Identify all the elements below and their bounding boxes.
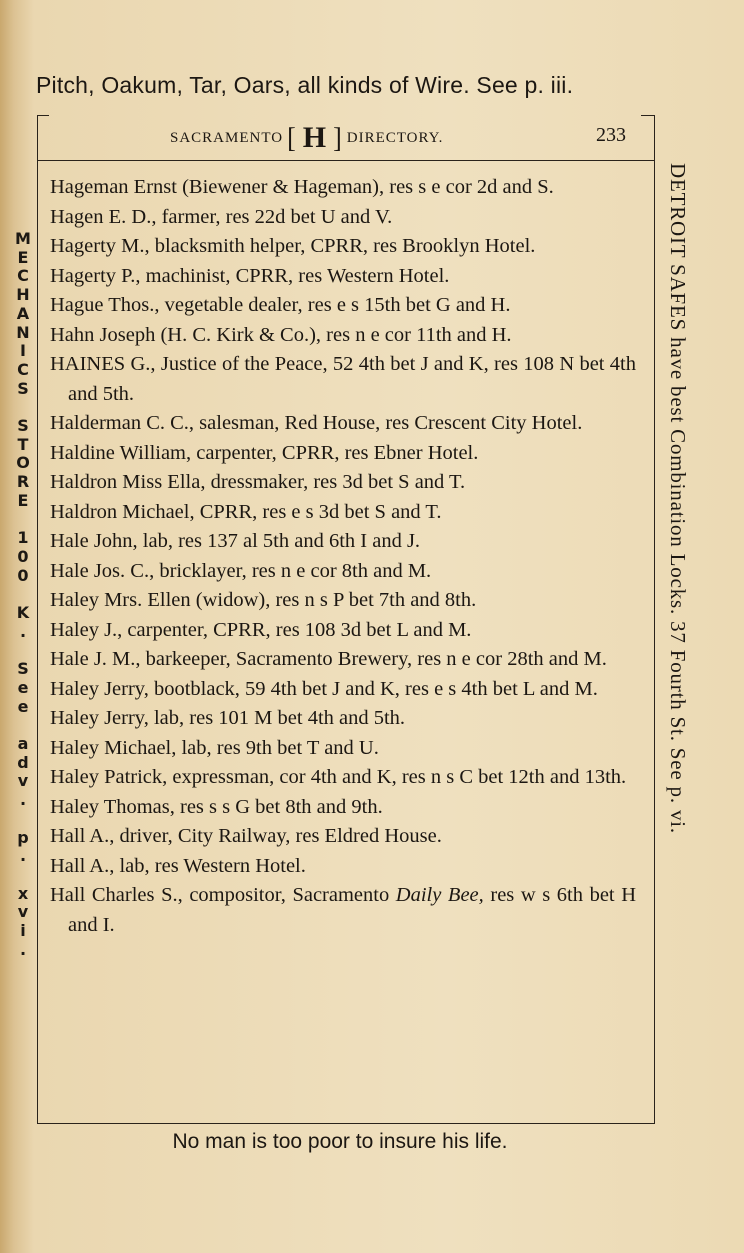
directory-entry: Haley Jerry, lab, res 101 M bet 4th and 5th. [50,707,406,729]
entry-newspaper-title: Daily Bee, [395,884,484,906]
header-rule [37,160,655,161]
directory-entry: Hall A., driver, City Railway, res Eldred House. [50,825,442,847]
directory-entry: Hale Jos. C., bricklayer, res n e cor 8th and M. [50,559,432,582]
running-head-letter: H [302,121,328,154]
directory-entry: Hageman Ernst (Biewener & Hageman), res s e cor 2d and S. [50,176,554,198]
directory-entries [50,173,636,940]
entry-text-after: res w s 6th bet H and I. [68,884,637,936]
directory-entry: Haley Jerry, bootblack, 59 4th bet J and K, res e s 4th bet L and M. [50,677,598,700]
directory-entry: Hagen E. D., farmer, res 22d bet U and V. [50,205,393,228]
running-head-right: DIRECTORY. [346,129,444,146]
directory-entry: Haley J., carpenter, CPRR, res 108 3d bet L and M. [50,618,472,641]
directory-entry: Hahn Joseph (H. C. Kirk & Co.), res n e cor 11th and H. [50,323,512,346]
left-margin-advertisement: M E C H A N I C S S T O R E 1 0 0 K . S e e a d v . p . x v i . [15,229,31,959]
directory-entry: Haldron Miss Ella, dressmaker, res 3d bet S and T. [50,471,466,493]
directory-entry: Hale John, lab, res 137 al 5th and 6th I and J. [50,530,421,552]
top-advertisement: Pitch, Oakum, Tar, Oars, all kinds of Wire. See p. iii. [36,72,574,98]
directory-entry: HAINES G., Justice of the Peace, 52 4th bet J and K, res 108 N bet 4th and 5th. [50,353,636,405]
right-margin-advertisement: DETROIT SAFES have best Combination Locks. 37 Fourth St. See p. vi. [666,163,690,834]
directory-entry-last [50,881,636,940]
directory-entry: Hall A., lab, res Western Hotel. [50,854,306,877]
running-head-bracket-close: ] [333,121,343,154]
directory-entry: Halderman C. C., salesman, Red House, res Crescent City Hotel. [50,412,583,434]
directory-entry: Haldine William, carpenter, CPRR, res Ebner Hotel. [50,441,479,464]
directory-entry: Hale J. M., barkeeper, Sacramento Brewery, res n e cor 28th and M. [50,648,607,670]
running-head-bracket-open: [ [287,121,297,154]
directory-entry: Hagerty M., blacksmith helper, CPRR, res Brooklyn Hotel. [50,235,536,257]
entry-text-before: Hall Charles S., compositor, Sacramento [50,884,396,906]
frame-top-right-rule [641,115,654,116]
directory-entry: Haley Thomas, res s s G bet 8th and 9th. [50,795,383,818]
bottom-advertisement: No man is too poor to insure his life. [172,1130,508,1153]
directory-entry: Haldron Michael, CPRR, res e s 3d bet S and T. [50,500,442,523]
running-head-left: SACRAMENTO [170,129,284,146]
directory-entry: Hagerty P., machinist, CPRR, res Western Hotel. [50,264,450,287]
directory-entry: Hague Thos., vegetable dealer, res e s 15th bet G and H. [50,294,511,316]
running-head [170,121,443,155]
directory-entry: Haley Patrick, expressman, cor 4th and K, res n s C bet 12th and 13th. [50,766,627,788]
frame-top-left-rule [37,115,49,116]
page-number: 233 [596,124,626,146]
directory-entry: Haley Mrs. Ellen (widow), res n s P bet 7th and 8th. [50,589,477,611]
directory-entry: Haley Michael, lab, res 9th bet T and U. [50,736,379,759]
